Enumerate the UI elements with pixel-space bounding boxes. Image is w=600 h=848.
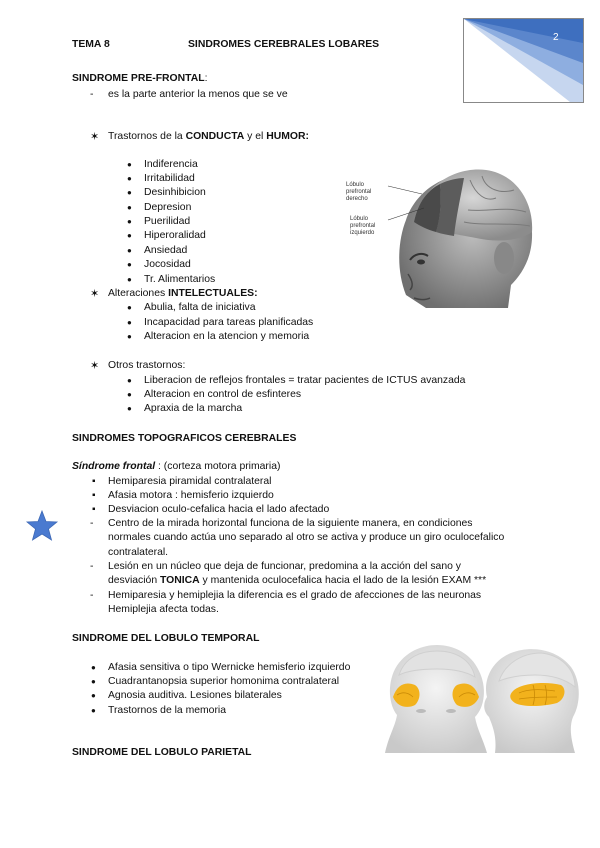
- list-item: ● Desinhibicion: [144, 186, 206, 200]
- list-item: ● Agnosia auditiva. Lesiones bilaterales: [108, 689, 282, 703]
- list-item: ● Liberacion de reflejos frontales = tratar pacientes de ICTUS avanzada: [144, 374, 465, 388]
- figure-label-line: prefrontal: [346, 189, 372, 195]
- intelectuales-lead: Alteraciones: [108, 288, 169, 299]
- list-item: ▪ Desviacion oculo-cefalica hacia el lado afectado: [108, 503, 329, 517]
- list-item: ● Alteracion en control de esfinteres: [144, 388, 301, 402]
- list-item-continuation: normales cuando actúa uno separado al otro se activa y produce un giro oculocefalico: [108, 532, 505, 543]
- list-item-continuation: contralateral.: [108, 547, 169, 558]
- text-run: desviación: [108, 575, 160, 586]
- conducta-bold: CONDUCTA: [185, 131, 245, 142]
- temporal-heading: SINDROME DEL LOBULO TEMPORAL: [72, 633, 260, 644]
- list-item: ● Depresion: [144, 201, 191, 215]
- figure-label-line: prefrontal: [350, 223, 376, 229]
- corner-ribbons-graphic: [464, 19, 583, 102]
- prefrontal-heading-suffix: :: [204, 73, 208, 84]
- list-item: ▪ Afasia motora : hemisferio izquierdo: [108, 489, 274, 503]
- topograficos-heading: SINDROMES TOPOGRAFICOS CEREBRALES: [72, 433, 297, 444]
- prefrontal-heading: [72, 72, 207, 86]
- list-item: ● Tr. Alimentarios: [144, 273, 215, 287]
- list-item: ● Alteracion en la atencion y memoria: [144, 330, 309, 344]
- list-item: ● Apraxia de la marcha: [144, 402, 242, 416]
- conducta-mid: y el: [244, 131, 267, 142]
- otros-lead: Otros trastornos:: [108, 360, 186, 371]
- list-item: ● Abulia, falta de iniciativa: [144, 301, 255, 315]
- conducta-heading: [108, 130, 309, 144]
- figure-label-line: Lóbulo: [346, 182, 365, 188]
- list-item: ▪ Hemiparesia piramidal contralateral: [108, 475, 271, 489]
- prefrontal-heading-text: SINDROME PRE-FRONTAL: [72, 73, 205, 84]
- otros-heading: [108, 359, 185, 373]
- frontal-subheading: [72, 460, 280, 474]
- figure-leader-lines: [366, 180, 426, 240]
- parietal-heading: SINDROME DEL LOBULO PARIETAL: [72, 747, 252, 758]
- list-item: - Lesión en un núcleo que deja de funcionar, predomina a la acción del sano y: [108, 560, 461, 574]
- tonica-bold: TONICA: [159, 575, 200, 586]
- list-item: ● Puerilidad: [144, 215, 190, 229]
- figure-label-line: Lóbulo: [350, 216, 369, 222]
- frontal-subheading-title: Síndrome frontal: [72, 461, 156, 472]
- list-item: ● Ansiedad: [144, 244, 187, 258]
- text-run: y mantenida oculocefalica hacia el lado de la lesión EXAM ***: [199, 575, 487, 586]
- list-item: ● Afasia sensitiva o tipo Wernicke hemisferio izquierdo: [108, 661, 350, 675]
- prefrontal-intro-text: es la parte anterior la menos que se ve: [108, 89, 288, 100]
- topic-label: TEMA 8: [72, 39, 110, 50]
- list-item: - Hemiparesia y hemiplejia la diferencia es el grado de afecciones de las neuronas: [108, 589, 481, 603]
- star-icon: [25, 509, 59, 543]
- list-item: ● Cuadrantanopsia superior homonima contralateral: [108, 675, 339, 689]
- list-item: ● Indiferencia: [144, 158, 198, 172]
- intelectuales-heading: [108, 287, 258, 301]
- page-title: SINDROMES CEREBRALES LOBARES: [188, 39, 380, 50]
- list-item-continuation: Hemiplejia afecta todas.: [108, 604, 219, 615]
- frontal-subheading-suffix: : (corteza motora primaria): [155, 461, 281, 472]
- figure-label-line: derecho: [346, 196, 368, 202]
- prefrontal-intro: [108, 88, 288, 102]
- figure-label-line: izquierdo: [350, 230, 375, 236]
- humor-bold: HUMOR:: [266, 131, 309, 142]
- list-item: ● Hiperoralidad: [144, 229, 206, 243]
- temporal-lobe-figures: [375, 645, 581, 753]
- prefrontal-brain-figure: [336, 150, 536, 308]
- page-number: 2: [553, 32, 559, 43]
- conducta-lead: Trastornos de la: [108, 131, 186, 142]
- page-corner-decoration: [463, 18, 584, 103]
- list-item: ● Incapacidad para tareas planificadas: [144, 316, 313, 330]
- intelectuales-bold: INTELECTUALES:: [168, 288, 258, 299]
- list-item: ● Irritabilidad: [144, 172, 195, 186]
- list-item-continuation: [108, 574, 486, 588]
- list-item: ● Jocosidad: [144, 258, 191, 272]
- list-item: ● Trastornos de la memoria: [108, 704, 226, 718]
- list-item: - Centro de la mirada horizontal funciona de la siguiente manera, en condiciones: [108, 517, 472, 531]
